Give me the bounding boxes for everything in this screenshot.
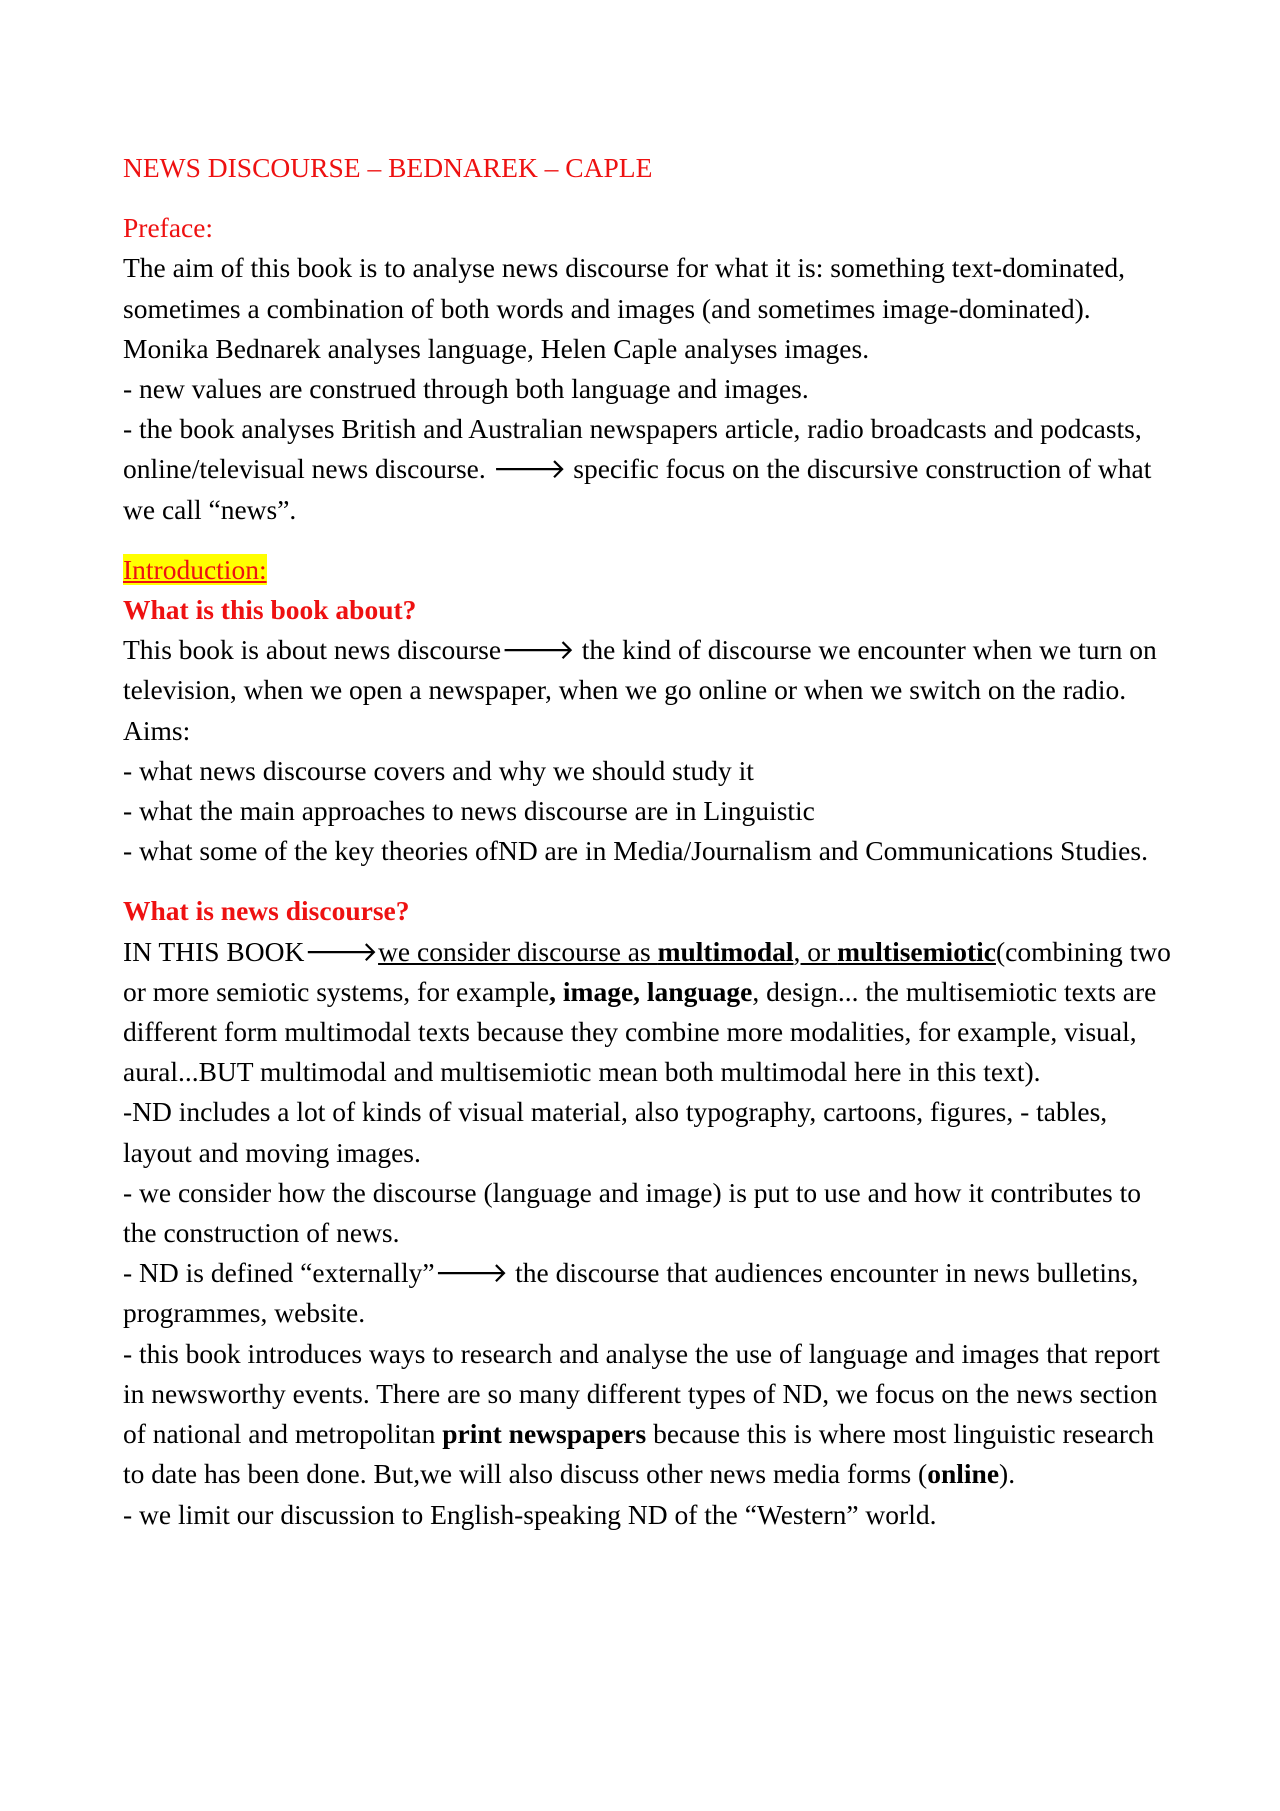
news-text: (combining two or more semiotic systems, for example [123,935,1171,1007]
news-text: we consider discourse as [378,935,658,967]
news-line [123,1253,1173,1333]
news-line: - we limit our discussion to English-speaking ND of the “Western” world. [123,1498,937,1530]
document-page [123,148,1173,1535]
arrow-icon: 🡒 [304,935,379,967]
preface-line-text: - the book analyses British and Australian newspapers article, radio broadcasts and podcasts, online/televisual news discourse. [123,413,1142,485]
intro-heading: Introduction: [123,553,267,585]
news-text: because this is where most linguistic research to date has been done. But,we will also discuss other news media forms ( [123,1418,1155,1490]
arrow-icon: 🡒 [434,1257,509,1289]
news-term: online [927,1458,1000,1490]
preface-line [123,409,1173,530]
intro-heading-row [123,550,1173,590]
news-text: , or [793,935,838,967]
news-text: IN THIS BOOK [123,935,305,967]
intro-paragraph [123,630,1173,751]
intro-text: the kind of discourse we encounter when we turn on television, when we open a newspaper, when we go online or when we switch on the radio. Aims: [123,634,1157,746]
intro-subheading: What is this book about? [123,594,417,626]
news-line: - we consider how the discourse (language and image) is put to use and how it contributes to the construction of news. [123,1176,1142,1249]
intro-bullet: - what some of the key theories ofND are in Media/Journalism and Communications Studies. [123,835,1148,867]
news-paragraph [123,932,1173,1093]
news-text: - this book introduces ways to research and analyse the use of language and images that report in newsworthy events. There are so many different types of ND, we focus on the news section of national and metropolitan [123,1337,1161,1450]
preface-heading: Preface: [123,212,214,244]
intro-text: This book is about news discourse [123,634,502,666]
intro-bullet: - what news discourse covers and why we should study it [123,754,754,786]
news-text: , design... the multisemiotic texts are different form multimodal texts because they combine more modalities, for example, visual, aural...BUT multimodal and multisemiotic mean both multimodal here in this text). [123,975,1157,1088]
news-term: multisemiotic [837,935,996,967]
news-line: -ND includes a lot of kinds of visual material, also typography, cartoons, figures, - tables, layout and moving images. [123,1096,1108,1168]
arrow-icon: 🡒 [501,634,575,666]
intro-bullet: - what the main approaches to news discourse are in Linguistic [123,795,815,827]
news-term: , image, language [549,975,753,1007]
preface-line-text: specific focus on the discursive construction of what we call “news”. [123,453,1152,525]
document-title: NEWS DISCOURSE – BEDNAREK – CAPLE [123,152,653,183]
news-text: the discourse that audiences encounter in news bulletins, programmes, website. [123,1257,1139,1329]
news-text: - ND is defined “externally” [123,1257,435,1289]
news-line [123,1334,1173,1495]
news-text [378,936,837,967]
preface-paragraph: The aim of this book is to analyse news discourse for what it is: something text-dominated, sometimes a combination of both words and images (and sometimes image-dominated). Monika Bednarek analyses language, Helen Caple analyses images. [123,252,1126,364]
preface-line: - new values are construed through both language and images. [123,373,809,405]
news-term: multimodal [657,935,794,967]
news-heading: What is news discourse? [123,895,410,927]
news-term: print newspapers [442,1418,647,1450]
arrow-icon: 🡒 [492,453,567,485]
news-text: ). [999,1458,1016,1490]
